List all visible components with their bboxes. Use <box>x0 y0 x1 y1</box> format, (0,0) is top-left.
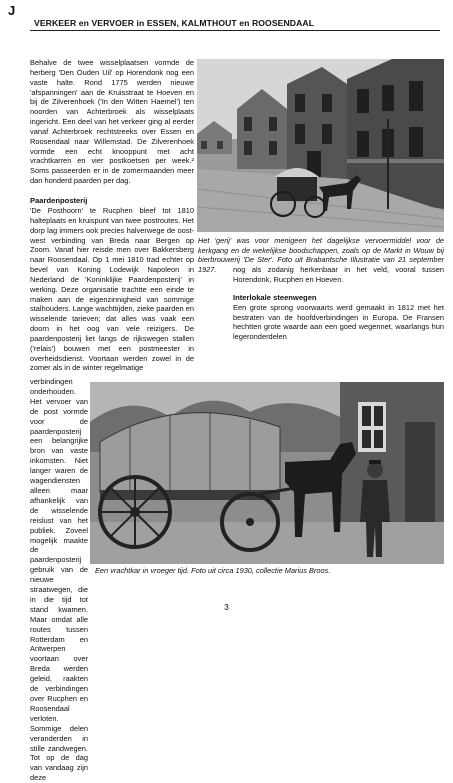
steenwegen-paragraph: Een grote sprong voorwaarts werd gemaakt in 1812 met het bestraten van de hoofdverbindingen in Europa. De Fransen hechtten grote waarde aan een goed wegennet, waarlangs hun legeronderdelen <box>233 302 444 342</box>
caption-bottom-photo: Een vrachtkar in vroeger tijd. Foto uit circa 1930, collectie Marius Broos. <box>95 566 331 575</box>
photo-street-scene <box>197 59 444 232</box>
page-number: 3 <box>224 602 229 612</box>
caption-top-photo: Het 'gerij' was voor menigeen het dagelijkse vervoermiddel voor de kerkgang en de wekelijkse boodschappen, zoals op de Markt in Wouw bij bierbrouwerij 'De Ster'. Foto uit Brabantsche Illustratie van 21 september 1927. <box>198 236 444 274</box>
page-header-title: VERKEER en VERVOER in ESSEN, KALMTHOUT en ROOSENDAAL <box>34 18 315 28</box>
intro-paragraph: Behalve de twee wisselplaatsen vormde de herberg 'Den Ouden Uil' op Horendonk nog een vaste halte. Rond 1775 werden nieuwe 'afspanningen' aan de Kruisstraat te Hoeven en bij de Zilverenhoek ('In den Witten Haemel') ten noorden van Achterbroek als wisselplaats ingericht. Een deel van het verkeer ging al eerder vanaf Achterbroek rechtstreeks over Essen en Roosendaal naar Willemstad. De Zilverenhoek vormde een echt knooppunt met acht vrachtkarren en vier postkoetsen per week.² Soms passeerden er in de zomermaanden meer dan honderd paarden per dag. <box>30 58 194 186</box>
section-heading-steenwegen: Interlokale steenwegen <box>233 292 317 302</box>
paardenposterij-paragraph: 'De Posthoorn' te Rucphen bleef tot 1810 halteplaats en kruispunt van twee postroutes. Het dorp lag immers ook precies halverwege de oost-west verbinding van Breda naar Bergen op Zoom. Vanaf hier reisde men over Bakkersberg naar Roosendaal. Op 1 mei 1810 trad echter op bevel van Koning Lodewijk Napoleon in Nederland de 'Koninklijke Paardenposterij' in werking. Deze organisatie trachtte een einde te maken aan de eigenzinnigheid van sommige stalhouders. Lange wachttijden, zieke paarden en wisselende tarieven; dat alles was vaak een doorn in het oog van vele reizigers. De paardenposterij liet langs de rijkswegen stallen ('relais') bouwen met een postmeester in overheidsdienst. Voortaan werden zowel in de zomer als in de winter regelmatige <box>30 205 194 373</box>
left-column <box>30 58 194 373</box>
paardenposterij-paragraph-continued: verbindingen onderhouden. Het vervoer van de post vormde voor de paardenposterij een belangrijke bron van vaste inkomsten. Niet langer waren de wagendiensten alleen maar afhankelijk van de wisselende reislust van het publiek. Zoveel mogelijk maakte de paardenposterij gebruik van de nieuwe straatwegen, die in die tijd tot stand kwamen. Maar omdat alle routes tussen Rotterdam en Antwerpen voortaan over Breda werden geleid, raakten de verbindingen over Rucphen en Roosendaal verloten. Sommige delen veranderden in stille zandwegen. Tot op de dag van vandaag zijn deze <box>30 377 88 783</box>
corner-mark: J <box>8 3 16 18</box>
street-scene-illustration <box>197 59 444 232</box>
photo-freight-cart <box>90 382 444 564</box>
freight-cart-illustration <box>90 382 444 564</box>
left-column-narrow <box>30 377 88 783</box>
right-continuation-paragraph: nog als zodanig herkenbaar in het veld, vooral tussen Horendonk, Rucphen en Hoeven. <box>233 265 444 284</box>
section-heading-paardenposterij: Paardenposterij <box>30 195 88 205</box>
header-divider <box>30 30 440 31</box>
right-column <box>233 265 444 342</box>
